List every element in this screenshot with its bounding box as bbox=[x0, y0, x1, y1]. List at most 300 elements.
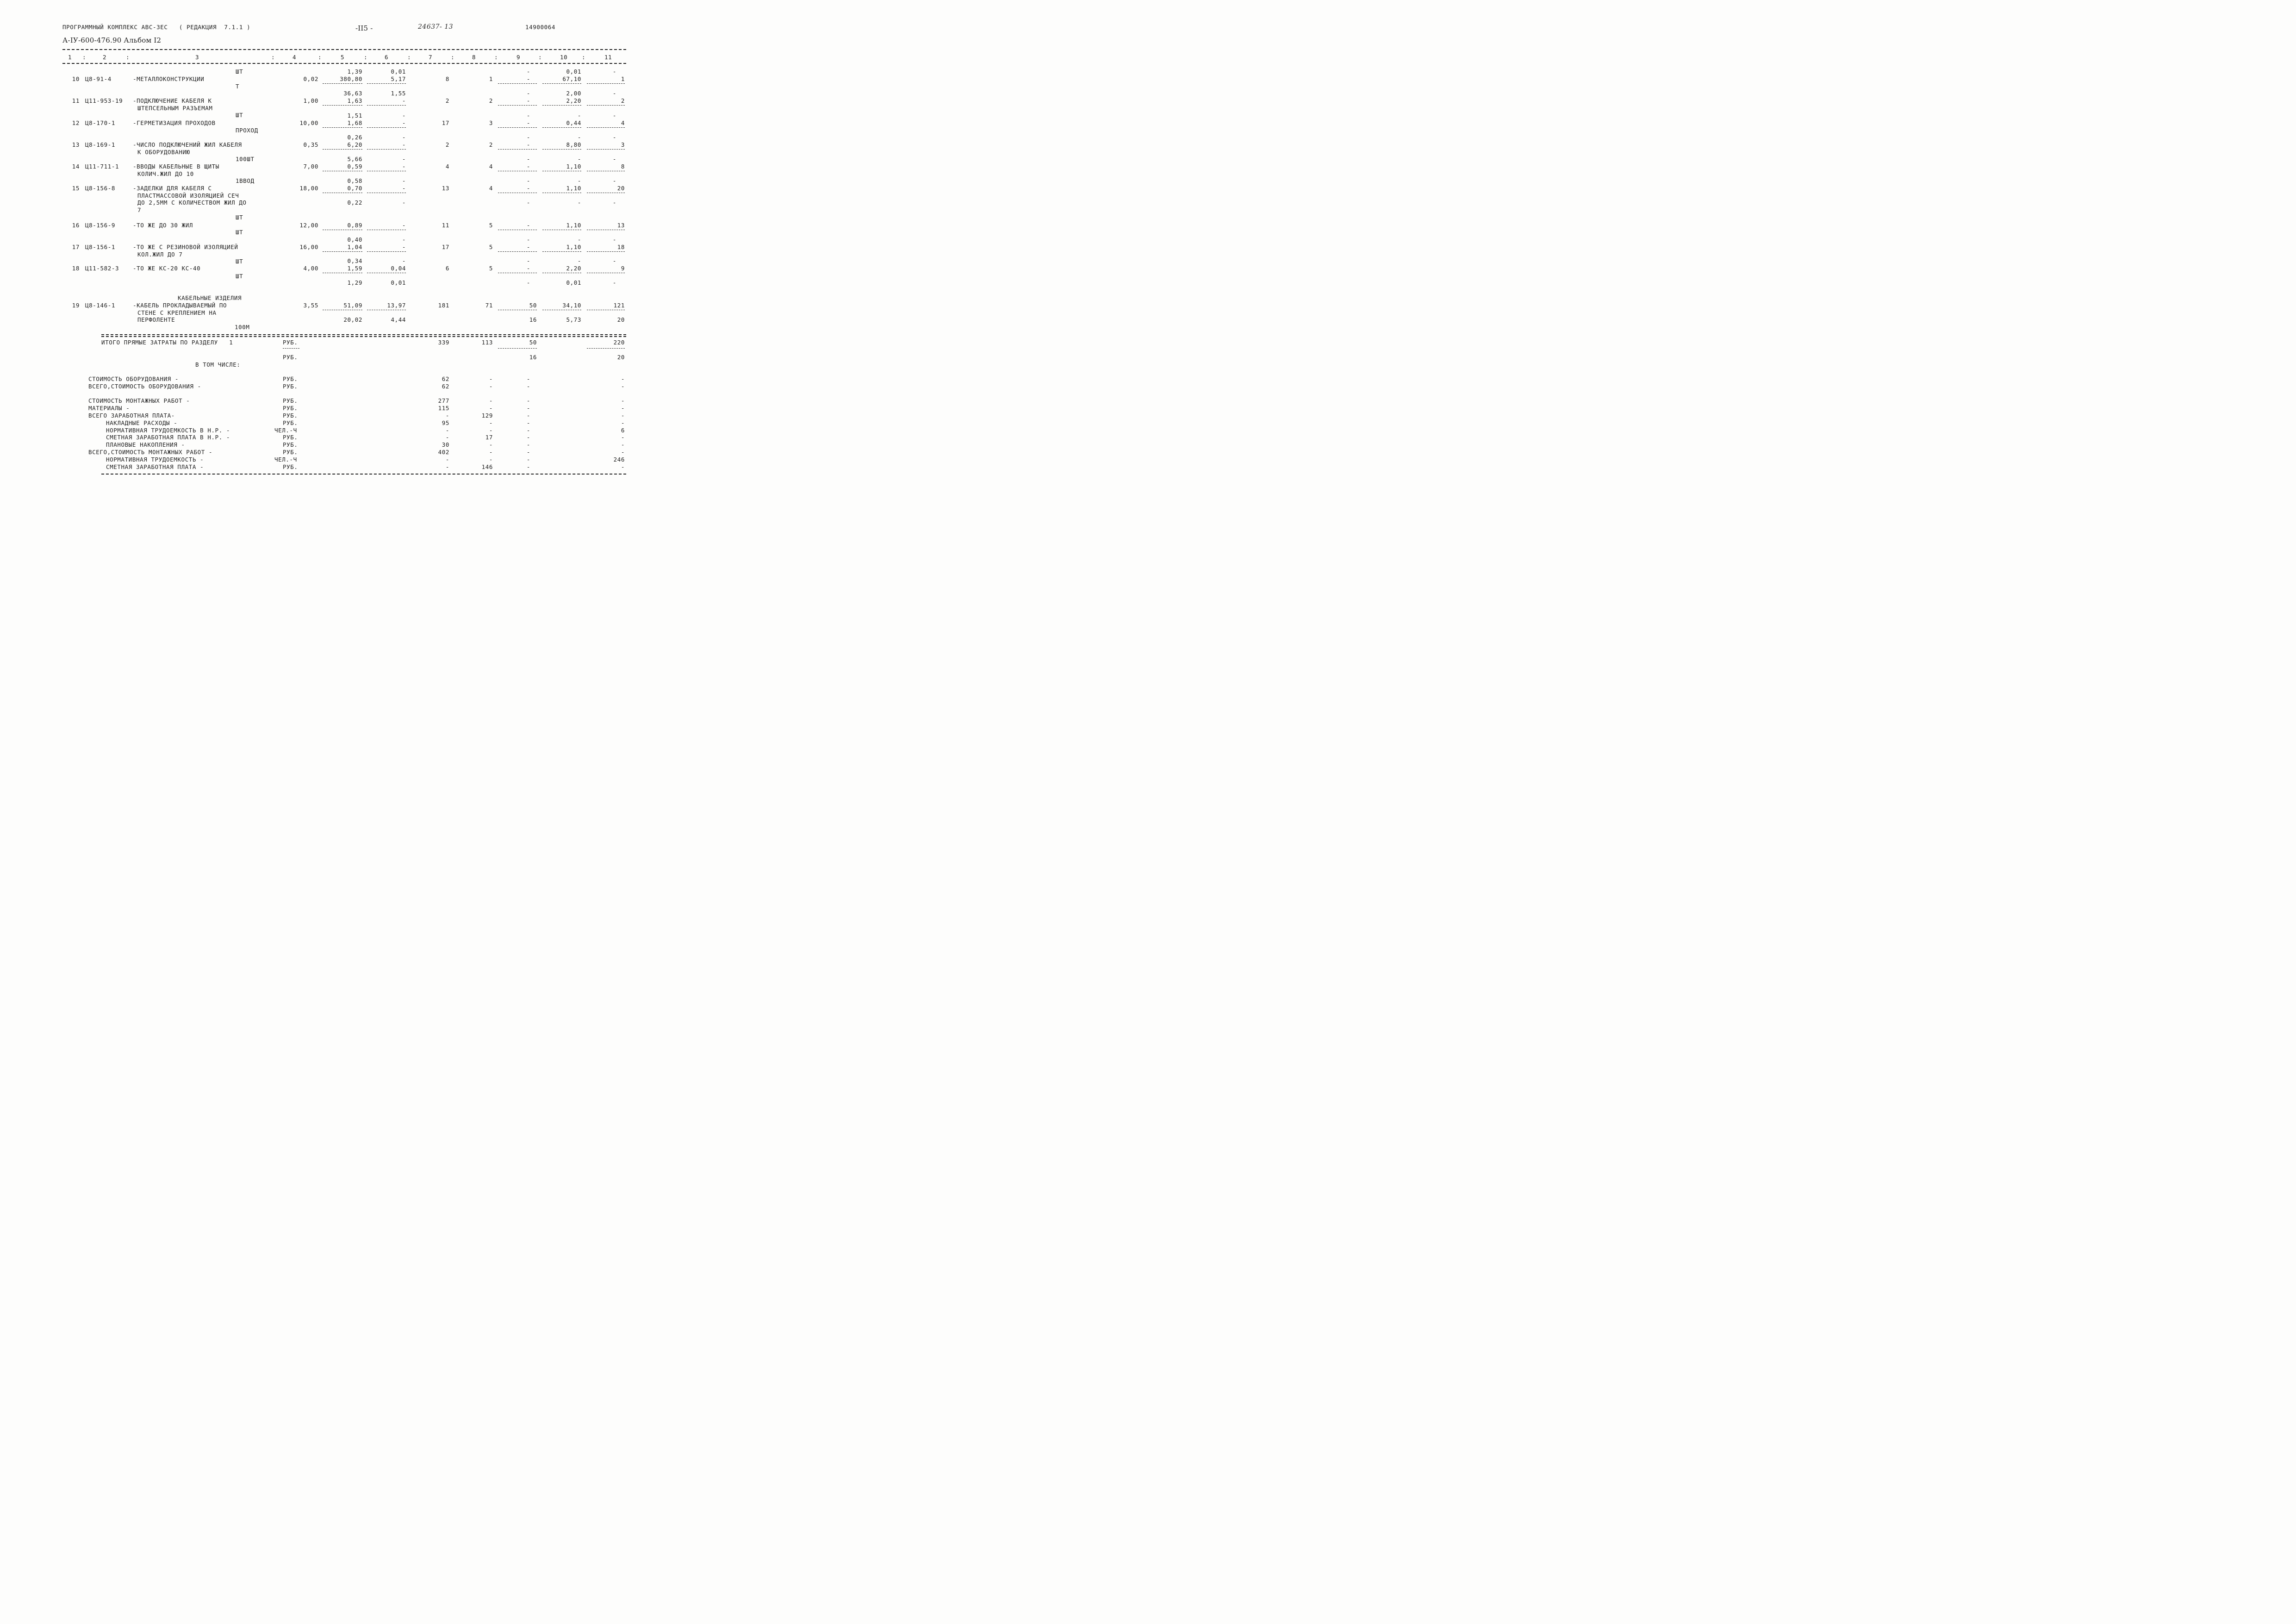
summary-unit: РУБ. bbox=[283, 383, 298, 390]
cell-quantity: 4,00 bbox=[303, 265, 318, 272]
row-description: СТЕНЕ С КРЕПЛЕНИЕМ НА bbox=[137, 309, 217, 316]
dash-separator bbox=[587, 127, 625, 128]
unit-label: ШТ bbox=[236, 229, 243, 236]
summary-col7: 402 bbox=[438, 449, 449, 456]
cell-col6-secondary: - bbox=[402, 236, 406, 243]
summary-unit: РУБ. bbox=[283, 434, 298, 441]
summary-col9: - bbox=[526, 383, 530, 390]
column-separator: : bbox=[451, 54, 455, 61]
cell-col9-secondary: - bbox=[526, 156, 530, 162]
handwritten-number: 24637- 13 bbox=[418, 23, 454, 31]
cell-quantity: 3,55 bbox=[303, 302, 318, 309]
summary-label: МАТЕРИАЛЫ - bbox=[88, 405, 130, 412]
cell-col5-secondary: 1,51 bbox=[347, 112, 362, 119]
cell-col10: 1,10 bbox=[566, 222, 581, 229]
cell-col9: - bbox=[526, 185, 530, 192]
cell-col6-secondary: - bbox=[402, 112, 406, 119]
row-code: Ц11-953-19 bbox=[85, 97, 123, 104]
column-separator: : bbox=[538, 54, 542, 61]
dash-separator bbox=[587, 105, 625, 106]
cell-col11-secondary: - bbox=[612, 199, 616, 206]
row-description: ПЕРФОЛЕНТЕ bbox=[137, 316, 175, 324]
album-title: А-IУ-600-476.90 Альбом I2 bbox=[62, 36, 162, 44]
cell-col9-secondary: 16 bbox=[529, 316, 537, 323]
dash-separator bbox=[323, 83, 362, 84]
dash-separator bbox=[323, 105, 362, 106]
column-header-8: 8 bbox=[472, 54, 476, 61]
cell-col11: 2 bbox=[621, 97, 625, 104]
row-description: К ОБОРУДОВАНИЮ bbox=[137, 148, 190, 156]
dash-separator bbox=[542, 251, 581, 252]
unit-label: Т bbox=[236, 83, 240, 90]
cell-col5-secondary: 20,02 bbox=[343, 316, 362, 323]
unit-label: ШТ bbox=[236, 214, 243, 221]
unit-label: 100ШТ bbox=[236, 156, 255, 162]
cell-col11-secondary: - bbox=[612, 68, 616, 75]
total-col9-secondary: 16 bbox=[529, 354, 537, 361]
cell-col5: 6,20 bbox=[347, 141, 362, 148]
summary-col11: - bbox=[621, 375, 625, 382]
total-col11: 220 bbox=[613, 339, 625, 346]
row-number: 11 bbox=[72, 97, 80, 104]
cell-col7: 8 bbox=[445, 75, 449, 82]
column-separator: : bbox=[318, 54, 322, 61]
cell-col8: 2 bbox=[489, 141, 493, 148]
cell-col9: 50 bbox=[529, 302, 537, 309]
cell-col10-secondary: - bbox=[577, 112, 581, 119]
row-code: Ц11-582-3 bbox=[85, 265, 119, 272]
cell-quantity: 10,00 bbox=[299, 119, 318, 126]
column-header-9: 9 bbox=[516, 54, 521, 61]
dash-separator bbox=[323, 127, 362, 128]
summary-label: ВСЕГО,СТОИМОСТЬ ОБОРУДОВАНИЯ - bbox=[88, 383, 201, 390]
column-separator: : bbox=[126, 54, 130, 61]
unit-label: ШТ bbox=[236, 258, 243, 265]
cell-col6: - bbox=[402, 185, 406, 192]
summary-label: ВСЕГО,СТОИМОСТЬ МОНТАЖНЫХ РАБОТ - bbox=[88, 449, 213, 456]
dash-separator bbox=[542, 127, 581, 128]
cell-quantity: 0,35 bbox=[303, 141, 318, 148]
cell-col8: 4 bbox=[489, 163, 493, 170]
summary-unit: ЧЕЛ.-Ч bbox=[274, 427, 297, 434]
cell-col10-secondary: 5,73 bbox=[566, 316, 581, 323]
cell-col6: - bbox=[402, 222, 406, 229]
column-separator: : bbox=[364, 54, 368, 61]
total-label: ИТОГО ПРЯМЫЕ ЗАТРАТЫ ПО РАЗДЕЛУ 1 bbox=[101, 339, 233, 346]
header-rule-top bbox=[62, 49, 626, 50]
cell-col8: 1 bbox=[489, 75, 493, 82]
dash-separator bbox=[587, 251, 625, 252]
cell-col11: 18 bbox=[617, 244, 625, 250]
cell-col5: 51,09 bbox=[343, 302, 362, 309]
cell-col10-secondary: - bbox=[577, 199, 581, 206]
cell-col10-secondary: 2,00 bbox=[566, 90, 581, 97]
dash-separator bbox=[587, 83, 625, 84]
cell-col7: 13 bbox=[442, 185, 449, 192]
row-description: -МЕТАЛЛОКОНСТРУКЦИИ bbox=[133, 75, 205, 82]
summary-unit: РУБ. bbox=[283, 463, 298, 470]
section-title: КАБЕЛЬНЫЕ ИЗДЕЛИЯ bbox=[178, 294, 242, 301]
summary-col9: - bbox=[526, 405, 530, 412]
cell-col5-secondary: 5,66 bbox=[347, 156, 362, 162]
row-code: Ц8-170-1 bbox=[85, 119, 116, 126]
summary-unit: РУБ. bbox=[283, 375, 298, 382]
cell-col7: 181 bbox=[438, 302, 449, 309]
cell-col5: 0,59 bbox=[347, 163, 362, 170]
dash-separator bbox=[587, 149, 625, 150]
header-rule-bottom bbox=[62, 63, 626, 64]
cell-col11-secondary: - bbox=[612, 90, 616, 97]
summary-col11: - bbox=[621, 383, 625, 390]
cell-col11-secondary: - bbox=[612, 112, 616, 119]
summary-unit: РУБ. bbox=[283, 405, 298, 412]
cell-col5-secondary: 0,34 bbox=[347, 257, 362, 264]
summary-col11: - bbox=[621, 463, 625, 470]
cell-col11-secondary: - bbox=[612, 236, 616, 243]
cell-col7: 2 bbox=[445, 141, 449, 148]
summary-col7: - bbox=[445, 463, 449, 470]
cell-col7: 11 bbox=[442, 222, 449, 229]
dash-separator bbox=[587, 348, 625, 349]
cell-col9: - bbox=[526, 163, 530, 170]
summary-label: СТОИМОСТЬ МОНТАЖНЫХ РАБОТ - bbox=[88, 397, 190, 404]
cell-col6-secondary: - bbox=[402, 156, 406, 162]
row-description: -ТО ЖЕ С РЕЗИНОВОЙ ИЗОЛЯЦИЕЙ bbox=[133, 244, 238, 250]
cell-col9-secondary: - bbox=[526, 112, 530, 119]
cell-col8: 2 bbox=[489, 97, 493, 104]
summary-col7: - bbox=[445, 412, 449, 419]
summary-col11: - bbox=[621, 405, 625, 412]
cell-col6-secondary: 0,01 bbox=[391, 279, 406, 286]
cell-quantity: 18,00 bbox=[299, 185, 318, 192]
summary-unit: РУБ. bbox=[283, 412, 298, 419]
cell-col8: 5 bbox=[489, 244, 493, 250]
cell-col9: - bbox=[526, 244, 530, 250]
cell-col11-secondary: - bbox=[612, 156, 616, 162]
row-number: 14 bbox=[72, 163, 80, 170]
summary-col8: 146 bbox=[481, 463, 493, 470]
summary-label: ПЛАНОВЫЕ НАКОПЛЕНИЯ - bbox=[106, 441, 185, 448]
summary-col9: - bbox=[526, 412, 530, 419]
column-separator: : bbox=[494, 54, 498, 61]
cell-col5-secondary: 0,26 bbox=[347, 134, 362, 141]
summary-col8: - bbox=[489, 456, 493, 463]
summary-col7: 62 bbox=[442, 375, 449, 382]
row-description: -ЧИСЛО ПОДКЛЮЧЕНИЙ ЖИЛ КАБЕЛЯ bbox=[133, 141, 242, 148]
cell-col10: 1,10 bbox=[566, 244, 581, 250]
row-description: -ПОДКЛЮЧЕНИЕ КАБЕЛЯ К bbox=[133, 97, 212, 104]
cell-col10: 1,10 bbox=[566, 163, 581, 170]
row-number: 19 bbox=[72, 302, 80, 309]
column-header-7: 7 bbox=[429, 54, 433, 61]
summary-col8: - bbox=[489, 441, 493, 448]
row-code: Ц8-156-9 bbox=[85, 222, 116, 229]
cell-col11: 4 bbox=[621, 119, 625, 126]
cell-col11: 8 bbox=[621, 163, 625, 170]
dash-separator bbox=[323, 251, 362, 252]
bottom-rule bbox=[101, 474, 626, 475]
summary-col9: - bbox=[526, 456, 530, 463]
cell-col9: - bbox=[526, 97, 530, 104]
summary-col7: 62 bbox=[442, 383, 449, 390]
summary-col8: - bbox=[489, 397, 493, 404]
cell-col11: 9 bbox=[621, 265, 625, 272]
summary-label: СМЕТНАЯ ЗАРАБОТНАЯ ПЛАТА В Н.Р. - bbox=[106, 434, 230, 441]
cell-col5-secondary: 1,29 bbox=[347, 279, 362, 286]
cell-col5-secondary: 0,40 bbox=[347, 236, 362, 243]
cell-col11-secondary: 20 bbox=[617, 316, 625, 323]
dash-separator bbox=[367, 83, 406, 84]
summary-col9: - bbox=[526, 434, 530, 441]
cell-col7: 4 bbox=[445, 163, 449, 170]
summary-col11: - bbox=[621, 449, 625, 456]
summary-col7: - bbox=[445, 427, 449, 434]
row-description: ДО 2,5ММ С КОЛИЧЕСТВОМ ЖИЛ ДО bbox=[137, 199, 247, 206]
row-code: Ц8-91-4 bbox=[85, 75, 112, 82]
row-description: -ТО ЖЕ ДО 30 ЖИЛ bbox=[133, 222, 193, 229]
cell-col10: 0,44 bbox=[566, 119, 581, 126]
total-col7: 339 bbox=[438, 339, 449, 346]
summary-col11: 246 bbox=[613, 456, 625, 463]
cell-col9-secondary: - bbox=[526, 177, 530, 184]
dash-separator bbox=[498, 149, 537, 150]
cell-col10-secondary: - bbox=[577, 236, 581, 243]
dash-separator bbox=[367, 127, 406, 128]
summary-col8: - bbox=[489, 419, 493, 426]
summary-col11: - bbox=[621, 434, 625, 441]
summary-label: СТОИМОСТЬ ОБОРУДОВАНИЯ - bbox=[88, 375, 179, 382]
cell-col7: 6 bbox=[445, 265, 449, 272]
cell-col6-secondary: - bbox=[402, 257, 406, 264]
cell-col11: 121 bbox=[613, 302, 625, 309]
cell-col5: 380,80 bbox=[340, 75, 362, 82]
column-separator: : bbox=[582, 54, 586, 61]
cell-col6-secondary: - bbox=[402, 177, 406, 184]
row-number: 13 bbox=[72, 141, 80, 148]
cell-col5: 1,68 bbox=[347, 119, 362, 126]
cell-col8: 71 bbox=[485, 302, 493, 309]
cell-col5: 1,63 bbox=[347, 97, 362, 104]
cell-col5: 1,59 bbox=[347, 265, 362, 272]
cell-col6: 5,17 bbox=[391, 75, 406, 82]
summary-col8: - bbox=[489, 375, 493, 382]
cell-col11-secondary: - bbox=[612, 134, 616, 141]
cell-col10: 34,10 bbox=[562, 302, 581, 309]
column-header-4: 4 bbox=[292, 54, 297, 61]
cell-col6: - bbox=[402, 163, 406, 170]
summary-col9: - bbox=[526, 375, 530, 382]
cell-col9-secondary: - bbox=[526, 236, 530, 243]
summary-col8: 129 bbox=[481, 412, 493, 419]
document-code: 14900064 bbox=[525, 24, 556, 31]
cell-col9: - bbox=[526, 265, 530, 272]
cell-col9: - bbox=[526, 119, 530, 126]
summary-label: НАКЛАДНЫЕ РАСХОДЫ - bbox=[106, 419, 178, 426]
unit-label: ШТ bbox=[236, 68, 243, 75]
cell-col8: 5 bbox=[489, 265, 493, 272]
cell-col5-secondary: 0,22 bbox=[347, 199, 362, 206]
cell-col5-secondary: 0,58 bbox=[347, 177, 362, 184]
dash-separator bbox=[498, 105, 537, 106]
summary-unit: ЧЕЛ.-Ч bbox=[274, 456, 297, 463]
cell-quantity: 16,00 bbox=[299, 244, 318, 250]
summary-col9: - bbox=[526, 463, 530, 470]
cell-col6-secondary: 0,01 bbox=[391, 68, 406, 75]
cell-col10-secondary: - bbox=[577, 134, 581, 141]
column-header-2: 2 bbox=[103, 54, 107, 61]
column-separator: : bbox=[82, 54, 87, 61]
cell-col6-secondary: - bbox=[402, 134, 406, 141]
cell-quantity: 12,00 bbox=[299, 222, 318, 229]
summary-col7: - bbox=[445, 434, 449, 441]
dash-separator bbox=[542, 149, 581, 150]
dash-separator bbox=[498, 127, 537, 128]
column-header-3: 3 bbox=[195, 54, 199, 61]
row-code: Ц8-156-1 bbox=[85, 244, 116, 250]
cell-col9-secondary: - bbox=[526, 279, 530, 286]
summary-col8: 17 bbox=[485, 434, 493, 441]
cell-col10-secondary: 0,01 bbox=[566, 68, 581, 75]
dash-separator bbox=[367, 251, 406, 252]
cell-col9-secondary: - bbox=[526, 199, 530, 206]
cell-col11: 3 bbox=[621, 141, 625, 148]
cell-col6: - bbox=[402, 97, 406, 104]
row-description: -ГЕРМЕТИЗАЦИЯ ПРОХОДОВ bbox=[133, 119, 216, 126]
cell-col7: 2 bbox=[445, 97, 449, 104]
cell-col6: 13,97 bbox=[387, 302, 406, 309]
cell-col10: 2,20 bbox=[566, 97, 581, 104]
total-col9: 50 bbox=[529, 339, 537, 346]
cell-col6-secondary: 1,55 bbox=[391, 90, 406, 97]
summary-col8: - bbox=[489, 427, 493, 434]
cell-col10: 8,80 bbox=[566, 141, 581, 148]
total-col11-secondary: 20 bbox=[617, 354, 625, 361]
cell-col10: 2,20 bbox=[566, 265, 581, 272]
summary-label: НОРМАТИВНАЯ ТРУДОЕМКОСТЬ - bbox=[106, 456, 204, 463]
cell-col5: 0,70 bbox=[347, 185, 362, 192]
unit-label: ШТ bbox=[236, 112, 243, 119]
cell-col10: 1,10 bbox=[566, 185, 581, 192]
page-number: -II5 - bbox=[355, 24, 373, 32]
summary-col9: - bbox=[526, 427, 530, 434]
unit-label: ШТ bbox=[236, 273, 243, 280]
cell-col11-secondary: - bbox=[612, 257, 616, 264]
dash-separator bbox=[323, 149, 362, 150]
cell-col8: 4 bbox=[489, 185, 493, 192]
cell-col11: 20 bbox=[617, 185, 625, 192]
total-rule bbox=[101, 334, 626, 335]
cell-quantity: 7,00 bbox=[303, 163, 318, 170]
summary-col8: - bbox=[489, 405, 493, 412]
summary-col8: - bbox=[489, 383, 493, 390]
cell-col5-secondary: 1,39 bbox=[347, 68, 362, 75]
row-code: Ц8-156-8 bbox=[85, 185, 116, 192]
column-separator: : bbox=[271, 54, 275, 61]
summary-col7: 95 bbox=[442, 419, 449, 426]
cell-col11-secondary: - bbox=[612, 177, 616, 184]
summary-col7: 277 bbox=[438, 397, 449, 404]
summary-unit: РУБ. bbox=[283, 441, 298, 448]
summary-col7: 30 bbox=[442, 441, 449, 448]
summary-col11: - bbox=[621, 419, 625, 426]
cell-col5: 0,89 bbox=[347, 222, 362, 229]
summary-col9: - bbox=[526, 449, 530, 456]
dash-separator bbox=[542, 105, 581, 106]
row-code: Ц11-711-1 bbox=[85, 163, 119, 170]
cell-col8: 5 bbox=[489, 222, 493, 229]
summary-col11: - bbox=[621, 397, 625, 404]
cell-col10-secondary: - bbox=[577, 257, 581, 264]
cell-col9-secondary: - bbox=[526, 68, 530, 75]
cell-col7: 17 bbox=[442, 119, 449, 126]
summary-col7: 115 bbox=[438, 405, 449, 412]
summary-label: СМЕТНАЯ ЗАРАБОТНАЯ ПЛАТА - bbox=[106, 463, 204, 470]
cell-col10-secondary: - bbox=[577, 156, 581, 162]
summary-label: НОРМАТИВНАЯ ТРУДОЕМКОСТЬ В Н.Р. - bbox=[106, 427, 230, 434]
dash-separator bbox=[498, 348, 537, 349]
cell-col9: - bbox=[526, 222, 530, 229]
row-number: 18 bbox=[72, 265, 80, 272]
cell-quantity: 1,00 bbox=[303, 97, 318, 104]
program-title: ПРОГРАММНЫЙ КОМПЛЕКС АВС-3ЕС ( РЕДАКЦИЯ 7.1.1 ) bbox=[62, 24, 251, 31]
row-description: ПЛАСТМАССОВОЙ ИЗОЛЯЦИЕЙ СЕЧ bbox=[137, 192, 239, 199]
summary-unit: РУБ. bbox=[283, 449, 298, 456]
row-description: -ТО ЖЕ КС-20 КС-40 bbox=[133, 265, 201, 272]
cell-col9: - bbox=[526, 75, 530, 82]
total-col8: 113 bbox=[481, 339, 493, 346]
column-header-1: 1 bbox=[68, 54, 72, 61]
summary-col8: - bbox=[489, 449, 493, 456]
summary-col9: - bbox=[526, 397, 530, 404]
dash-separator bbox=[498, 251, 537, 252]
row-description: -ВВОДЫ КАБЕЛЬНЫЕ В ЩИТЫ bbox=[133, 163, 219, 170]
column-header-10: 10 bbox=[560, 54, 568, 61]
row-description: -ЗАДЕЛКИ ДЛЯ КАБЕЛЯ С bbox=[133, 185, 212, 192]
row-number: 10 bbox=[72, 75, 80, 82]
summary-col11: 6 bbox=[621, 427, 625, 434]
cell-col11: 13 bbox=[617, 222, 625, 229]
cell-quantity: 0,02 bbox=[303, 75, 318, 82]
row-number: 17 bbox=[72, 244, 80, 250]
dash-separator bbox=[367, 105, 406, 106]
column-header-6: 6 bbox=[385, 54, 389, 61]
unit-label: ПРОХОД bbox=[236, 127, 258, 134]
cell-col5: 1,04 bbox=[347, 244, 362, 250]
column-separator: : bbox=[407, 54, 411, 61]
cell-col6: 0,04 bbox=[391, 265, 406, 272]
summary-unit: РУБ. bbox=[283, 397, 298, 404]
unit-label: 1ВВОД bbox=[236, 177, 255, 184]
row-description: -КАБЕЛЬ ПРОКЛАДЫВАЕМЫЙ ПО bbox=[133, 302, 227, 309]
cell-col5-secondary: 36,63 bbox=[343, 90, 362, 97]
row-code: Ц8-169-1 bbox=[85, 141, 116, 148]
row-code: Ц8-146-1 bbox=[85, 302, 116, 309]
cell-col7: 17 bbox=[442, 244, 449, 250]
cell-col10-secondary: 0,01 bbox=[566, 279, 581, 286]
summary-col9: - bbox=[526, 419, 530, 426]
dash-separator bbox=[367, 149, 406, 150]
total-unit: РУБ. bbox=[283, 354, 298, 361]
row-number: 16 bbox=[72, 222, 80, 229]
cell-col6: - bbox=[402, 119, 406, 126]
cell-col10-secondary: - bbox=[577, 177, 581, 184]
row-description: КОЛ.ЖИЛ ДО 7 bbox=[137, 250, 183, 258]
cell-col11-secondary: - bbox=[612, 279, 616, 286]
summary-col11: - bbox=[621, 441, 625, 448]
summary-col7: - bbox=[445, 456, 449, 463]
cell-col6-secondary: 4,44 bbox=[391, 316, 406, 323]
cell-col6: - bbox=[402, 141, 406, 148]
